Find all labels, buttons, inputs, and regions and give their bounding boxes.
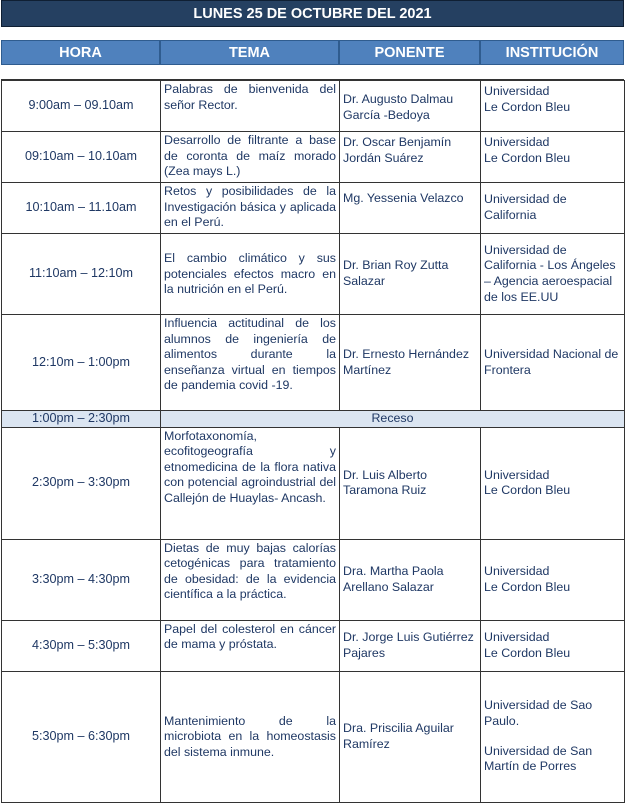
tema-cell: Dietas de muy bajas calorías cetogénicas para tratamiento de obesidad: de la evidencia científica a la práctica. — [161, 539, 340, 620]
table-row — [2, 234, 625, 315]
tema-cell: Retos y posibilidades de la Investigación básica y aplicada en el Perú. — [161, 183, 340, 234]
institucion-cell: Universidad de California — [481, 183, 625, 234]
table-row — [2, 132, 625, 183]
institucion-cell — [481, 132, 625, 183]
ponente-cell: Mg. Yessenia Velazco — [340, 183, 481, 234]
institucion-cell: Universidad de California - Los Ángeles – Agencia aeroespacial de los EE.UU — [481, 234, 625, 315]
ponente-cell: Dr. Oscar Benjamín Jordán Suárez — [340, 132, 481, 183]
ponente-cell: Dra. Martha Paola Arellano Salazar — [340, 539, 481, 620]
institucion-cell — [481, 427, 625, 539]
ponente-cell: Dr. Luis Alberto Taramona Ruiz — [340, 427, 481, 539]
institucion-line: Universidad — [484, 135, 550, 149]
hora-cell: 5:30pm – 6:30pm — [2, 671, 161, 802]
header-ponente: PONENTE — [339, 40, 480, 65]
ponente-cell: Dr. Jorge Luis Gutiérrez Pajares — [340, 620, 481, 671]
table-row — [2, 671, 625, 802]
tema-cell: Papel del colesterol en cáncer de mama y próstata. — [161, 620, 340, 671]
hora-cell: 3:30pm – 4:30pm — [2, 539, 161, 620]
institucion-line: Universidad de Sao Paulo. — [484, 698, 593, 728]
tema-cell: El cambio climático y sus potenciales efectos macro en la nutrición en el Perú. — [161, 234, 340, 315]
schedule-table — [1, 80, 625, 803]
institucion-line: Le Cordon Bleu — [484, 579, 571, 594]
institucion-line: Le Cordon Bleu — [484, 483, 571, 498]
tema-cell: Palabras de bienvenida del señor Rector. — [161, 81, 340, 132]
hora-cell: 9:00am – 09.10am — [2, 81, 161, 132]
table-header — [1, 40, 624, 65]
header-institucion: INSTITUCIÓN — [480, 40, 624, 65]
table-row — [2, 539, 625, 620]
institucion-cell — [481, 81, 625, 132]
table-row — [2, 427, 625, 539]
institucion-line: Universidad — [484, 467, 550, 482]
tema-cell: Mantenimiento de la microbiota en la homeostasis del sistema inmune. — [161, 671, 340, 802]
hora-cell: 12:10m – 1:00pm — [2, 315, 161, 411]
header-spacer — [1, 66, 624, 80]
recess-hora-cell: 1:00pm – 2:30pm — [2, 411, 161, 428]
institucion-cell: Universidad Nacional de Frontera — [481, 315, 625, 411]
table-row — [2, 620, 625, 671]
ponente-cell: Dr. Augusto Dalmau García -Bedoya — [340, 81, 481, 132]
header-hora: HORA — [1, 40, 160, 65]
institucion-line: Universidad — [484, 564, 550, 578]
institucion-line: Universidad — [484, 84, 550, 98]
table-row — [2, 81, 625, 132]
hora-cell: 2:30pm – 3:30pm — [2, 427, 161, 539]
institucion-cell — [481, 539, 625, 620]
tema-cell: Desarrollo de filtrante a base de coronta de maíz morado (Zea mays L.) — [161, 132, 340, 183]
hora-cell: 11:10am – 12:10m — [2, 234, 161, 315]
hora-cell: 09:10am – 10.10am — [2, 132, 161, 183]
tema-cell: Morfotaxonomía, ecofitogeografía y etnomedicina de la flora nativa con potencial agroindustrial del Callejón de Huaylas- Ancash. — [161, 427, 340, 539]
hora-cell: 10:10am – 11.10am — [2, 183, 161, 234]
institucion-cell — [481, 620, 625, 671]
table-row — [2, 183, 625, 234]
page-title: LUNES 25 DE OCTUBRE DEL 2021 — [1, 0, 624, 27]
institucion-cell — [481, 671, 625, 802]
table-row — [2, 315, 625, 411]
institucion-line: Le Cordon Bleu — [484, 150, 571, 165]
hora-cell: 4:30pm – 5:30pm — [2, 620, 161, 671]
institucion-line: Le Cordon Bleu — [484, 645, 571, 660]
ponente-cell: Dr. Ernesto Hernández Martínez — [340, 315, 481, 411]
institucion-line: Universidad — [484, 630, 550, 644]
institucion-line: Universidad de San Martín de Porres — [484, 743, 593, 774]
ponente-cell: Dra. Priscilia Aguilar Ramírez — [340, 671, 481, 802]
recess-row — [2, 411, 625, 428]
header-tema: TEMA — [160, 40, 339, 65]
recess-label: Receso — [161, 411, 625, 428]
ponente-cell: Dr. Brian Roy Zutta Salazar — [340, 234, 481, 315]
tema-cell: Influencia actitudinal de los alumnos de ingeniería de alimentos durante la enseñanza virtual en tiempos de pandemia covid -19. — [161, 315, 340, 411]
institucion-line: Le Cordon Bleu — [484, 99, 571, 114]
